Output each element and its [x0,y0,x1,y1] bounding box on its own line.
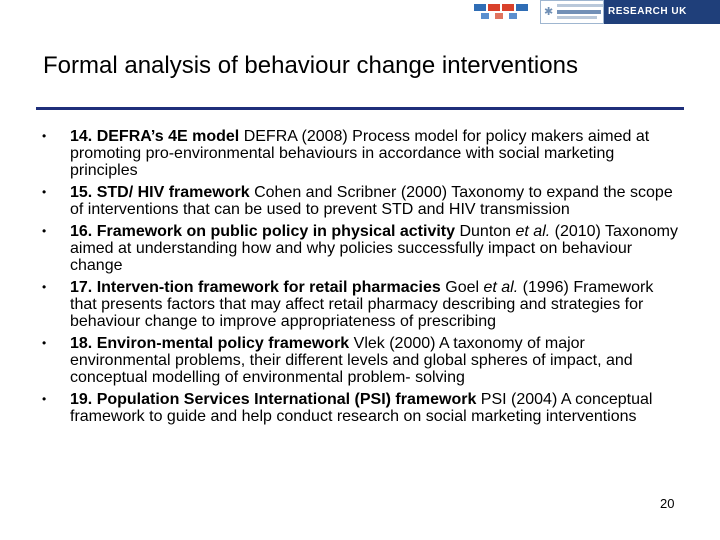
framework-name: 17. Interven-tion framework for retail pharmacies [70,279,441,296]
list-item [42,128,682,179]
framework-author: Dunton [455,223,516,240]
framework-name: 18. Environ-mental policy framework [70,335,350,352]
list-item [42,391,682,425]
list-item [42,335,682,386]
logo-text-line [557,16,597,19]
framework-name: 15. STD/ HIV framework [70,184,250,201]
list-item [42,184,682,218]
title-underline [36,107,684,110]
framework-list [42,128,682,430]
et-al-text: et al. [515,223,551,240]
bullet-icon: • [42,129,47,143]
framework-name: 19. Population Services International (PSI) framework [70,391,477,408]
bullet-icon: • [42,185,47,199]
research-uk-logo: RESEARCH UK [604,0,720,24]
framework-description: DEFRA (2008) Process model for policy makers aimed at promoting pro-environmental behaviours in accordance with social marketing principles [70,128,650,179]
et-al-text: et al. [483,279,519,296]
header-logo-strip [472,0,720,24]
bullet-icon: • [42,336,47,350]
framework-name: 16. Framework on public policy in physical activity [70,223,456,240]
framework-description: (1996) Framework that presents factors that may affect retail pharmacy describing and strategies for behaviour change to improve appropriateness of prescribing [70,279,654,330]
list-item [42,279,682,330]
bullet-icon: • [42,224,47,238]
framework-author: Goel [440,279,484,296]
framework-description: Vlek (2000) A taxonomy of major environmental problems, their different levels and global spheres of impact, and conceptual modelling of environmental problem- solving [70,335,633,386]
bullet-icon: • [42,280,47,294]
logo-text-line [557,4,603,7]
framework-description: PSI (2004) A conceptual framework to guide and help conduct research on social marketing interventions [70,391,653,425]
page-number: 20 [660,496,675,511]
partner-logo-blocks [472,4,534,22]
star-emblem-icon: ✱ [544,6,554,18]
slide-title: Formal analysis of behaviour change interventions [43,52,578,79]
university-logo [540,0,604,24]
framework-name: 14. DEFRA’s 4E model [70,128,240,145]
framework-description: (2010) Taxonomy aimed at understanding how and why policies successfully impact on behaviour change [70,223,678,274]
bullet-icon: • [42,392,47,406]
framework-description: Cohen and Scribner (2000) Taxonomy to expand the scope of interventions that can be used to prevent STD and HIV transmission [70,184,673,218]
logo-text-line [557,10,601,14]
list-item [42,223,682,274]
